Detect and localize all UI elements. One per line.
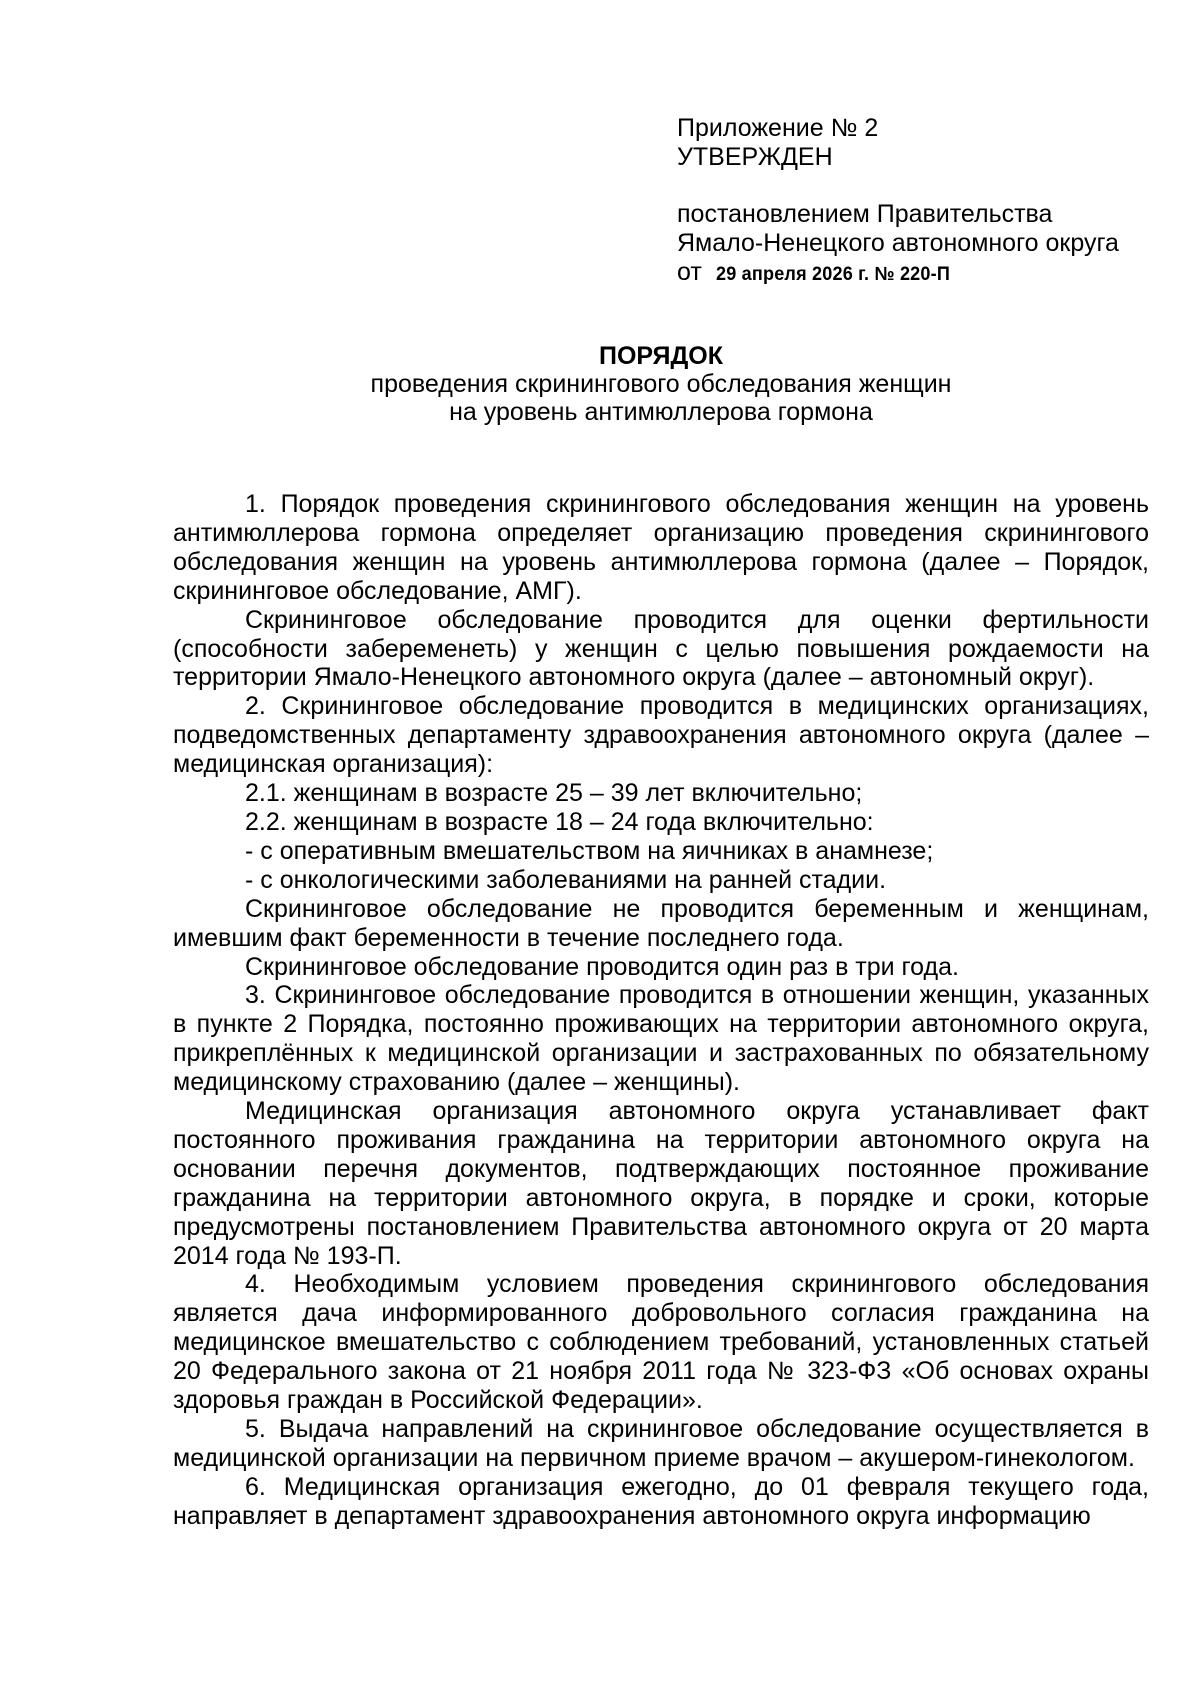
approval-header bbox=[677, 114, 1177, 289]
paragraph-9: Скрининговое обследование проводится один раз в три года. bbox=[245, 952, 959, 981]
header-gap bbox=[677, 172, 1177, 200]
paragraph-5: 2.2. женщинам в возрасте 18 – 24 года включительно: bbox=[245, 807, 874, 836]
approved-label: УТВЕРЖДЕН bbox=[677, 143, 833, 171]
date-prefix: от bbox=[677, 258, 702, 286]
paragraph-11: Медицинская организация автономного округа устанавливает факт постоянного проживания гражданина на территории автономного округа на основании перечня документов, подтверждающих постоянное проживание гражданина на территории автономного округа, в порядке и сроки, которые предусмотрены постановлением Правительства автономного округа от 20 марта 2014 года № 193-П. bbox=[173, 1097, 1149, 1270]
paragraph-3: 2. Скрининговое обследование проводится в медицинских организациях, подведомственных департаменту здравоохранения автономного округа (далее – медицинская организация): bbox=[173, 692, 1149, 779]
paragraph-6: - с оперативным вмешательством на яичниках в анамнезе; bbox=[245, 836, 934, 865]
decree-date-line bbox=[677, 258, 1177, 289]
paragraph-1: 1. Порядок проведения скринингового обследования женщин на уровень антимюллерова гормона определяет организацию проведения скринингового обследования женщин на уровень антимюллерова гормона (далее – Порядок, скрининговое обследование, АМГ). bbox=[173, 490, 1149, 605]
paragraph-14: 6. Медицинская организация ежегодно, до 01 февраля текущего года, направляет в департамент здравоохранения автономного округа информацию bbox=[173, 1472, 1149, 1530]
title-main: ПОРЯДОК bbox=[599, 342, 723, 370]
paragraph-2: Скрининговое обследование проводится для оценки фертильности (способности забеременеть) у женщин с целью повышения рождаемости на территории Ямало-Ненецкого автономного округа (далее – автономный округ). bbox=[173, 605, 1149, 692]
paragraph-10: 3. Скрининговое обследование проводится в отношении женщин, указанных в пункте 2 Порядка, постоянно проживающих на территории автономного округа, прикреплённых к медицинской организации и застрахованных по обязательному медицинскому страхованию (далее – женщины). bbox=[173, 981, 1149, 1097]
document-title bbox=[173, 342, 1149, 426]
paragraph-7: - с онкологическими заболеваниями на ранней стадии. bbox=[245, 865, 887, 894]
document-body bbox=[173, 490, 1149, 1531]
paragraph-4: 2.1. женщинам в возрасте 25 – 39 лет включительно; bbox=[245, 779, 863, 808]
title-line-1: проведения скринингового обследования женщин bbox=[370, 370, 952, 398]
appendix-number: Приложение № 2 bbox=[677, 114, 879, 142]
decree-line-1: постановлением Правительства bbox=[677, 200, 1053, 228]
title-line-2: на уровень антимюллерова гормона bbox=[449, 398, 873, 426]
decree-date-value: 29 апреля 2026 г. № 220-П bbox=[715, 264, 950, 285]
decree-line-2: Ямало-Ненецкого автономного округа bbox=[677, 229, 1119, 257]
paragraph-13: 5. Выдача направлений на скрининговое обследование осуществляется в медицинской организации на первичном приеме врачом – акушером-гинекологом. bbox=[173, 1415, 1149, 1472]
paragraph-12: 4. Необходимым условием проведения скринингового обследования является дача информированного добровольного согласия гражданина на медицинское вмешательство с соблюдением требований, установленных статьей 20 Федерального закона от 21 ноября 2011 года № 323-ФЗ «Об основах охраны здоровья граждан в Российской Федерации». bbox=[173, 1270, 1149, 1415]
paragraph-8: Скрининговое обследование не проводится беременным и женщинам, имевшим факт беременности в течение последнего года. bbox=[173, 894, 1149, 952]
